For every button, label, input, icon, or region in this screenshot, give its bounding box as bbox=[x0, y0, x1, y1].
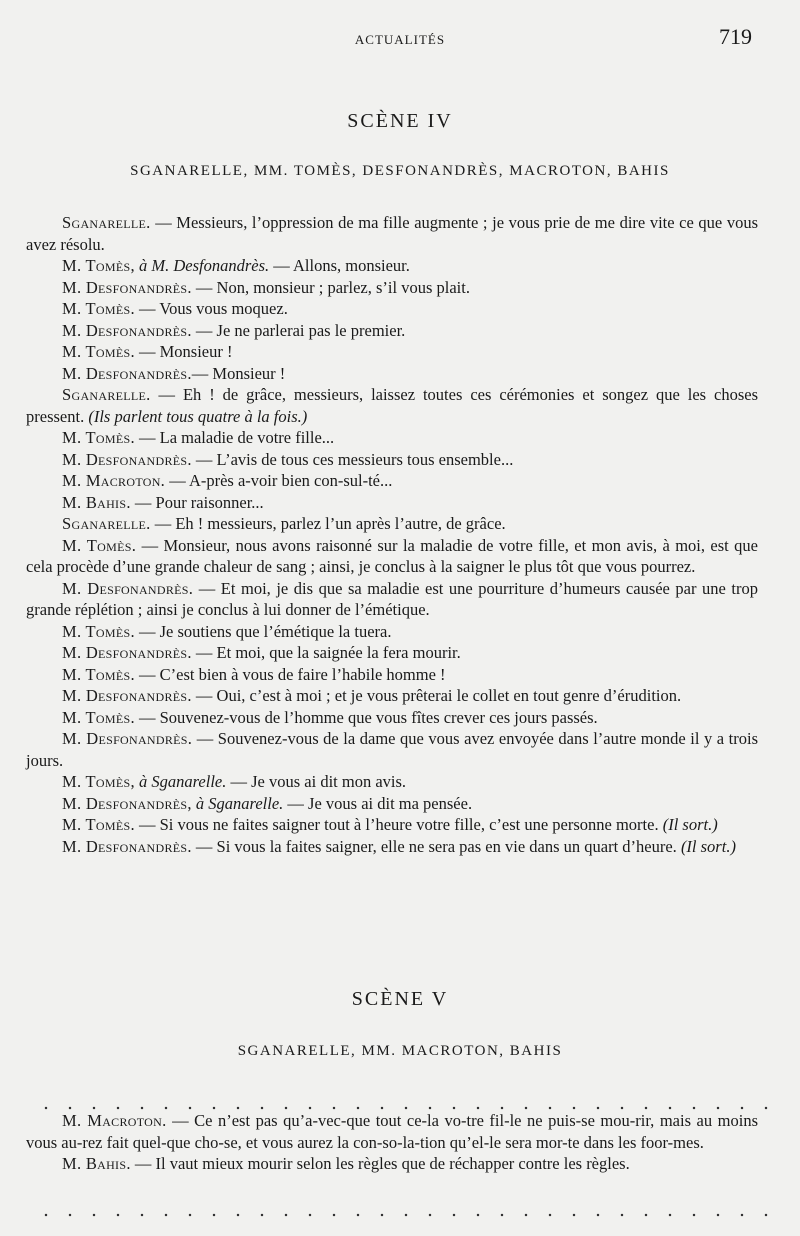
speaker-name: M. Tomès. bbox=[62, 621, 135, 641]
scene-4-cast: SGANARELLE, MM. TOMÈS, DESFONANDRÈS, MACROTON, BAHIS bbox=[130, 163, 670, 179]
speaker-name: M. Tomès. bbox=[62, 535, 137, 555]
dialogue-line bbox=[26, 1110, 758, 1153]
dialogue-line bbox=[26, 578, 758, 621]
dialogue-line bbox=[26, 320, 758, 342]
speech-text: — Si vous ne faites saigner tout à l’heure votre fille, c’est une personne morte. bbox=[134, 815, 659, 834]
dialogue-line bbox=[26, 814, 758, 836]
speech-text: — Non, monsieur ; parlez, s’il vous plait. bbox=[191, 277, 470, 297]
speaker-name: M. Desfonandrès, bbox=[62, 793, 192, 813]
dialogue-line bbox=[26, 277, 758, 299]
dialogue-line bbox=[26, 492, 758, 514]
speaker-name: M. Desfonandrès. bbox=[62, 643, 192, 662]
dialogue-line bbox=[26, 298, 758, 320]
speech-text: — Monsieur ! bbox=[191, 363, 286, 383]
speaker-name: Sganarelle. bbox=[62, 385, 151, 404]
scene-5-cast: SGANARELLE, MM. MACROTON, BAHIS bbox=[237, 1043, 563, 1059]
scene-4-dialogue bbox=[26, 212, 758, 857]
dialogue-line bbox=[26, 341, 758, 363]
speech-text: — Eh ! de grâce, messieurs, laissez toutes ces cérémonies et songez que les choses pressent. bbox=[26, 385, 758, 426]
speech-text: — A-près a-voir bien con-sul-té... bbox=[165, 471, 393, 490]
dialogue-line bbox=[26, 642, 758, 664]
speech-text: — Allons, monsieur. bbox=[269, 256, 410, 275]
speech-text: — La maladie de votre fille... bbox=[134, 428, 335, 447]
speaker-name: M. Tomès, bbox=[62, 256, 135, 275]
running-head: ACTUALITÉS bbox=[354, 32, 446, 47]
stage-direction: (Ils parlent tous quatre à la fois.) bbox=[84, 406, 308, 426]
speech-text: — Je ne parlerai pas le premier. bbox=[191, 320, 406, 340]
scene-5-title: SCÈNE V bbox=[351, 988, 449, 1010]
speech-text: — Je vous ai dit mon avis. bbox=[226, 772, 407, 791]
speech-text: — Monsieur ! bbox=[134, 342, 233, 361]
speaker-name: M. Bahis. bbox=[62, 492, 131, 512]
speaker-name: M. Tomès. bbox=[62, 707, 135, 727]
stage-direction: (Il sort.) bbox=[676, 836, 736, 856]
dialogue-line bbox=[26, 535, 758, 578]
speech-text: — Monsieur, nous avons raisonné sur la maladie de votre fille, et mon avis, à moi, est que cela procède d’une grande chaleur de sang ; ainsi, je conclus à la saigner le plus tôt que vous pourrez. bbox=[26, 535, 758, 576]
dialogue-line bbox=[26, 449, 758, 471]
speech-text: — Si vous la faites saigner, elle ne sera pas en vie dans un quart d’heure. bbox=[191, 836, 677, 856]
stage-direction: à Sganarelle. bbox=[191, 793, 284, 813]
dialogue-line bbox=[26, 363, 758, 385]
speech-text: — Vous vous moquez. bbox=[134, 299, 288, 318]
dialogue-line bbox=[26, 836, 758, 858]
ellipsis-dots-bottom bbox=[34, 1213, 770, 1217]
speaker-name: M. Desfonandrès. bbox=[62, 686, 192, 705]
speaker-name: M. Desfonandrès. bbox=[62, 729, 193, 748]
speech-text: — C’est bien à vous de faire l’habile homme ! bbox=[134, 664, 446, 684]
speech-text: — Je vous ai dit ma pensée. bbox=[283, 793, 473, 813]
speech-text: — Ce n’est pas qu’a-vec-que tout ce-la vo-tre fil-le ne puis-se mou-rir, mais au moins vous au-rez fait quel-que cho-se, et vous aurez la con-so-la-tion qu’el-le sera mor-te dans les foor-mes. bbox=[26, 1111, 758, 1152]
speaker-name: Sganarelle. bbox=[62, 514, 151, 533]
speech-text: — Oui, c’est à moi ; et je vous prêterai le collet en tout genre d’érudition. bbox=[191, 686, 682, 705]
dialogue-line bbox=[26, 470, 758, 492]
speaker-name: M. Desfonandrès. bbox=[62, 277, 192, 297]
speaker-name: M. Tomès, bbox=[62, 772, 135, 791]
speech-text: — L’avis de tous ces messieurs tous ensemble... bbox=[191, 449, 514, 469]
speaker-name: M. Desfonandrès. bbox=[62, 836, 192, 856]
dialogue-line bbox=[26, 771, 758, 793]
stage-direction: (Il sort.) bbox=[658, 815, 718, 834]
scene-4-title: SCÈNE IV bbox=[347, 110, 453, 132]
dialogue-line bbox=[26, 384, 758, 427]
speech-text: — Il vaut mieux mourir selon les règles que de réchapper contre les règles. bbox=[130, 1154, 630, 1173]
speaker-name: M. Macroton. bbox=[62, 1111, 167, 1130]
scene-5-dialogue bbox=[26, 1110, 758, 1175]
speech-text: — Pour raisonner... bbox=[130, 492, 264, 512]
dialogue-line bbox=[26, 212, 758, 255]
speaker-name: M. Desfonandrès. bbox=[62, 578, 194, 598]
speech-text: — Et moi, je dis que sa maladie est une pourriture d’humeurs causée par une trop grande réplétion ; ainsi je conclus à lui donner de l’émétique. bbox=[26, 578, 758, 619]
speech-text: — Je soutiens que l’émétique la tuera. bbox=[134, 621, 392, 641]
speaker-name: M. Tomès. bbox=[62, 342, 135, 361]
speaker-name: M. Tomès. bbox=[62, 815, 135, 834]
speech-text: — Souvenez-vous de la dame que vous avez envoyée dans l’autre monde il y a trois jours. bbox=[26, 729, 758, 770]
speaker-name: M. Bahis. bbox=[62, 1154, 131, 1173]
speaker-name: M. Desfonandrès. bbox=[62, 320, 192, 340]
speaker-name: M. Tomès. bbox=[62, 428, 135, 447]
dialogue-line bbox=[26, 513, 758, 535]
speaker-name: M. Tomès. bbox=[62, 299, 135, 318]
speech-text: — Eh ! messieurs, parlez l’un après l’autre, de grâce. bbox=[150, 514, 506, 533]
dialogue-line bbox=[26, 728, 758, 771]
speaker-name: M. Desfonandrès. bbox=[62, 363, 192, 383]
dialogue-line bbox=[26, 427, 758, 449]
dialogue-line bbox=[26, 1153, 758, 1175]
stage-direction: à Sganarelle. bbox=[134, 772, 227, 791]
speaker-name: M. Macroton. bbox=[62, 471, 166, 490]
stage-direction: à M. Desfonandrès. bbox=[134, 256, 270, 275]
speaker-name: Sganarelle. bbox=[62, 213, 151, 232]
speaker-name: M. Tomès. bbox=[62, 664, 135, 684]
speech-text: — Souvenez-vous de l’homme que vous fîtes crever ces jours passés. bbox=[134, 707, 598, 727]
speech-text: — Messieurs, l’oppression de ma fille augmente ; je vous prie de me dire vite ce que vous avez résolu. bbox=[26, 213, 758, 254]
dialogue-line bbox=[26, 664, 758, 686]
page-number: 719 bbox=[719, 24, 752, 49]
dialogue-line bbox=[26, 685, 758, 707]
dialogue-line bbox=[26, 793, 758, 815]
dialogue-line bbox=[26, 255, 758, 277]
dialogue-line bbox=[26, 621, 758, 643]
speech-text: — Et moi, que la saignée la fera mourir. bbox=[191, 643, 461, 662]
dialogue-line bbox=[26, 707, 758, 729]
speaker-name: M. Desfonandrès. bbox=[62, 449, 192, 469]
